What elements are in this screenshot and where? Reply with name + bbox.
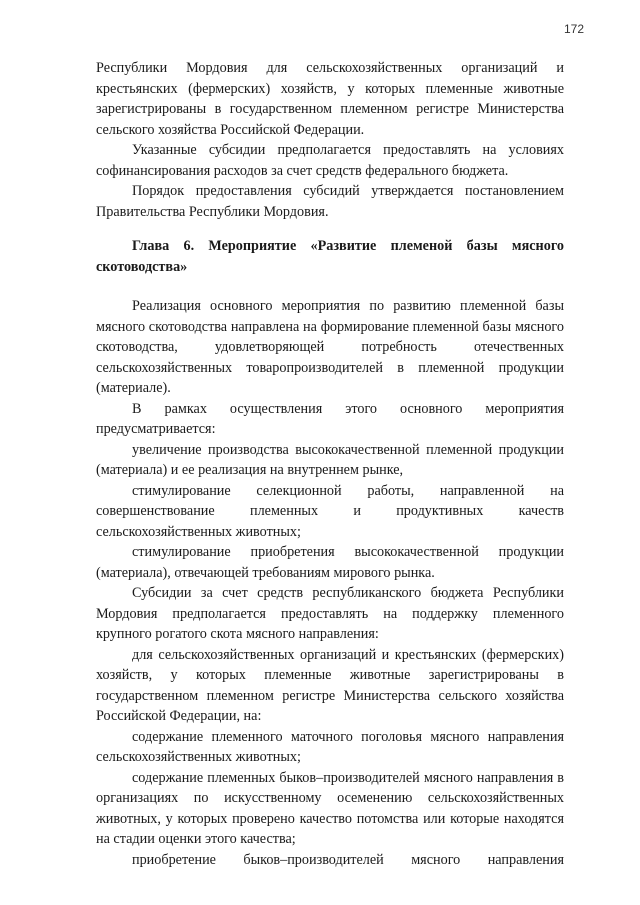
list-item: для сельскохозяйственных организаций и крестьянских (фермерских) хозяйств, у которых племенные животные зарегистрированы в государственном племенном регистре Министерства сельского хозяйства Российской Федерации, на: xyxy=(96,646,564,724)
paragraph: Республики Мордовия для сельскохозяйственных организаций и крестьянских (фермерских) хозяйств, у которых племенные животные зарегистрированы в государственном племенном регистре Министерства сельского хозяйства Российской Федерации. xyxy=(96,60,564,138)
list-item: стимулирование селекционной работы, направленной на совершенствование племенных и продуктивных качеств сельскохозяйственных животных; xyxy=(96,482,564,540)
chapter-title: Глава 6. Мероприятие «Развитие племеной базы мясного скотоводства» xyxy=(96,238,564,275)
chapter-heading xyxy=(96,236,564,278)
list-item: содержание племенного маточного поголовья мясного направления сельскохозяйственных животных; xyxy=(96,728,564,765)
paragraph: В рамках осуществления этого основного мероприятия предусматривается: xyxy=(96,400,564,437)
intro-section xyxy=(96,58,564,222)
chapter-body xyxy=(96,296,564,870)
paragraph: Порядок предоставления субсидий утверждается постановлением Правительства Республики Мордовия. xyxy=(96,183,564,220)
list-item: увеличение производства высококачественной племенной продукции (материала) и ее реализация на внутреннем рынке, xyxy=(96,441,564,478)
list-item: приобретение быков–производителей мясного направления xyxy=(132,851,564,868)
list-item: стимулирование приобретения высококачественной продукции (материала), отвечающей требованиям мирового рынка. xyxy=(96,544,564,581)
paragraph: Указанные субсидии предполагается предоставлять на условиях софинансирования расходов за счет средств федерального бюджета. xyxy=(96,142,564,179)
page-number: 172 xyxy=(563,22,584,36)
paragraph: Реализация основного мероприятия по развитию племенной базы мясного скотоводства направлена на формирование племенной базы мясного скотоводства, удовлетворяющей потребность отечественных сельскохозяйственных товаропроизводителей в племенной продукции (материале). xyxy=(96,298,564,396)
list-item: содержание племенных быков–производителей мясного направления в организациях по искусственному осеменению сельскохозяйственных животных, у которых проверено качество потомства или которые находятся на стадии оценки этого качества; xyxy=(96,769,564,847)
paragraph: Субсидии за счет средств республиканского бюджета Республики Мордовия предполагается предоставлять на поддержку племенного крупного рогатого скота мясного направления: xyxy=(96,585,564,642)
